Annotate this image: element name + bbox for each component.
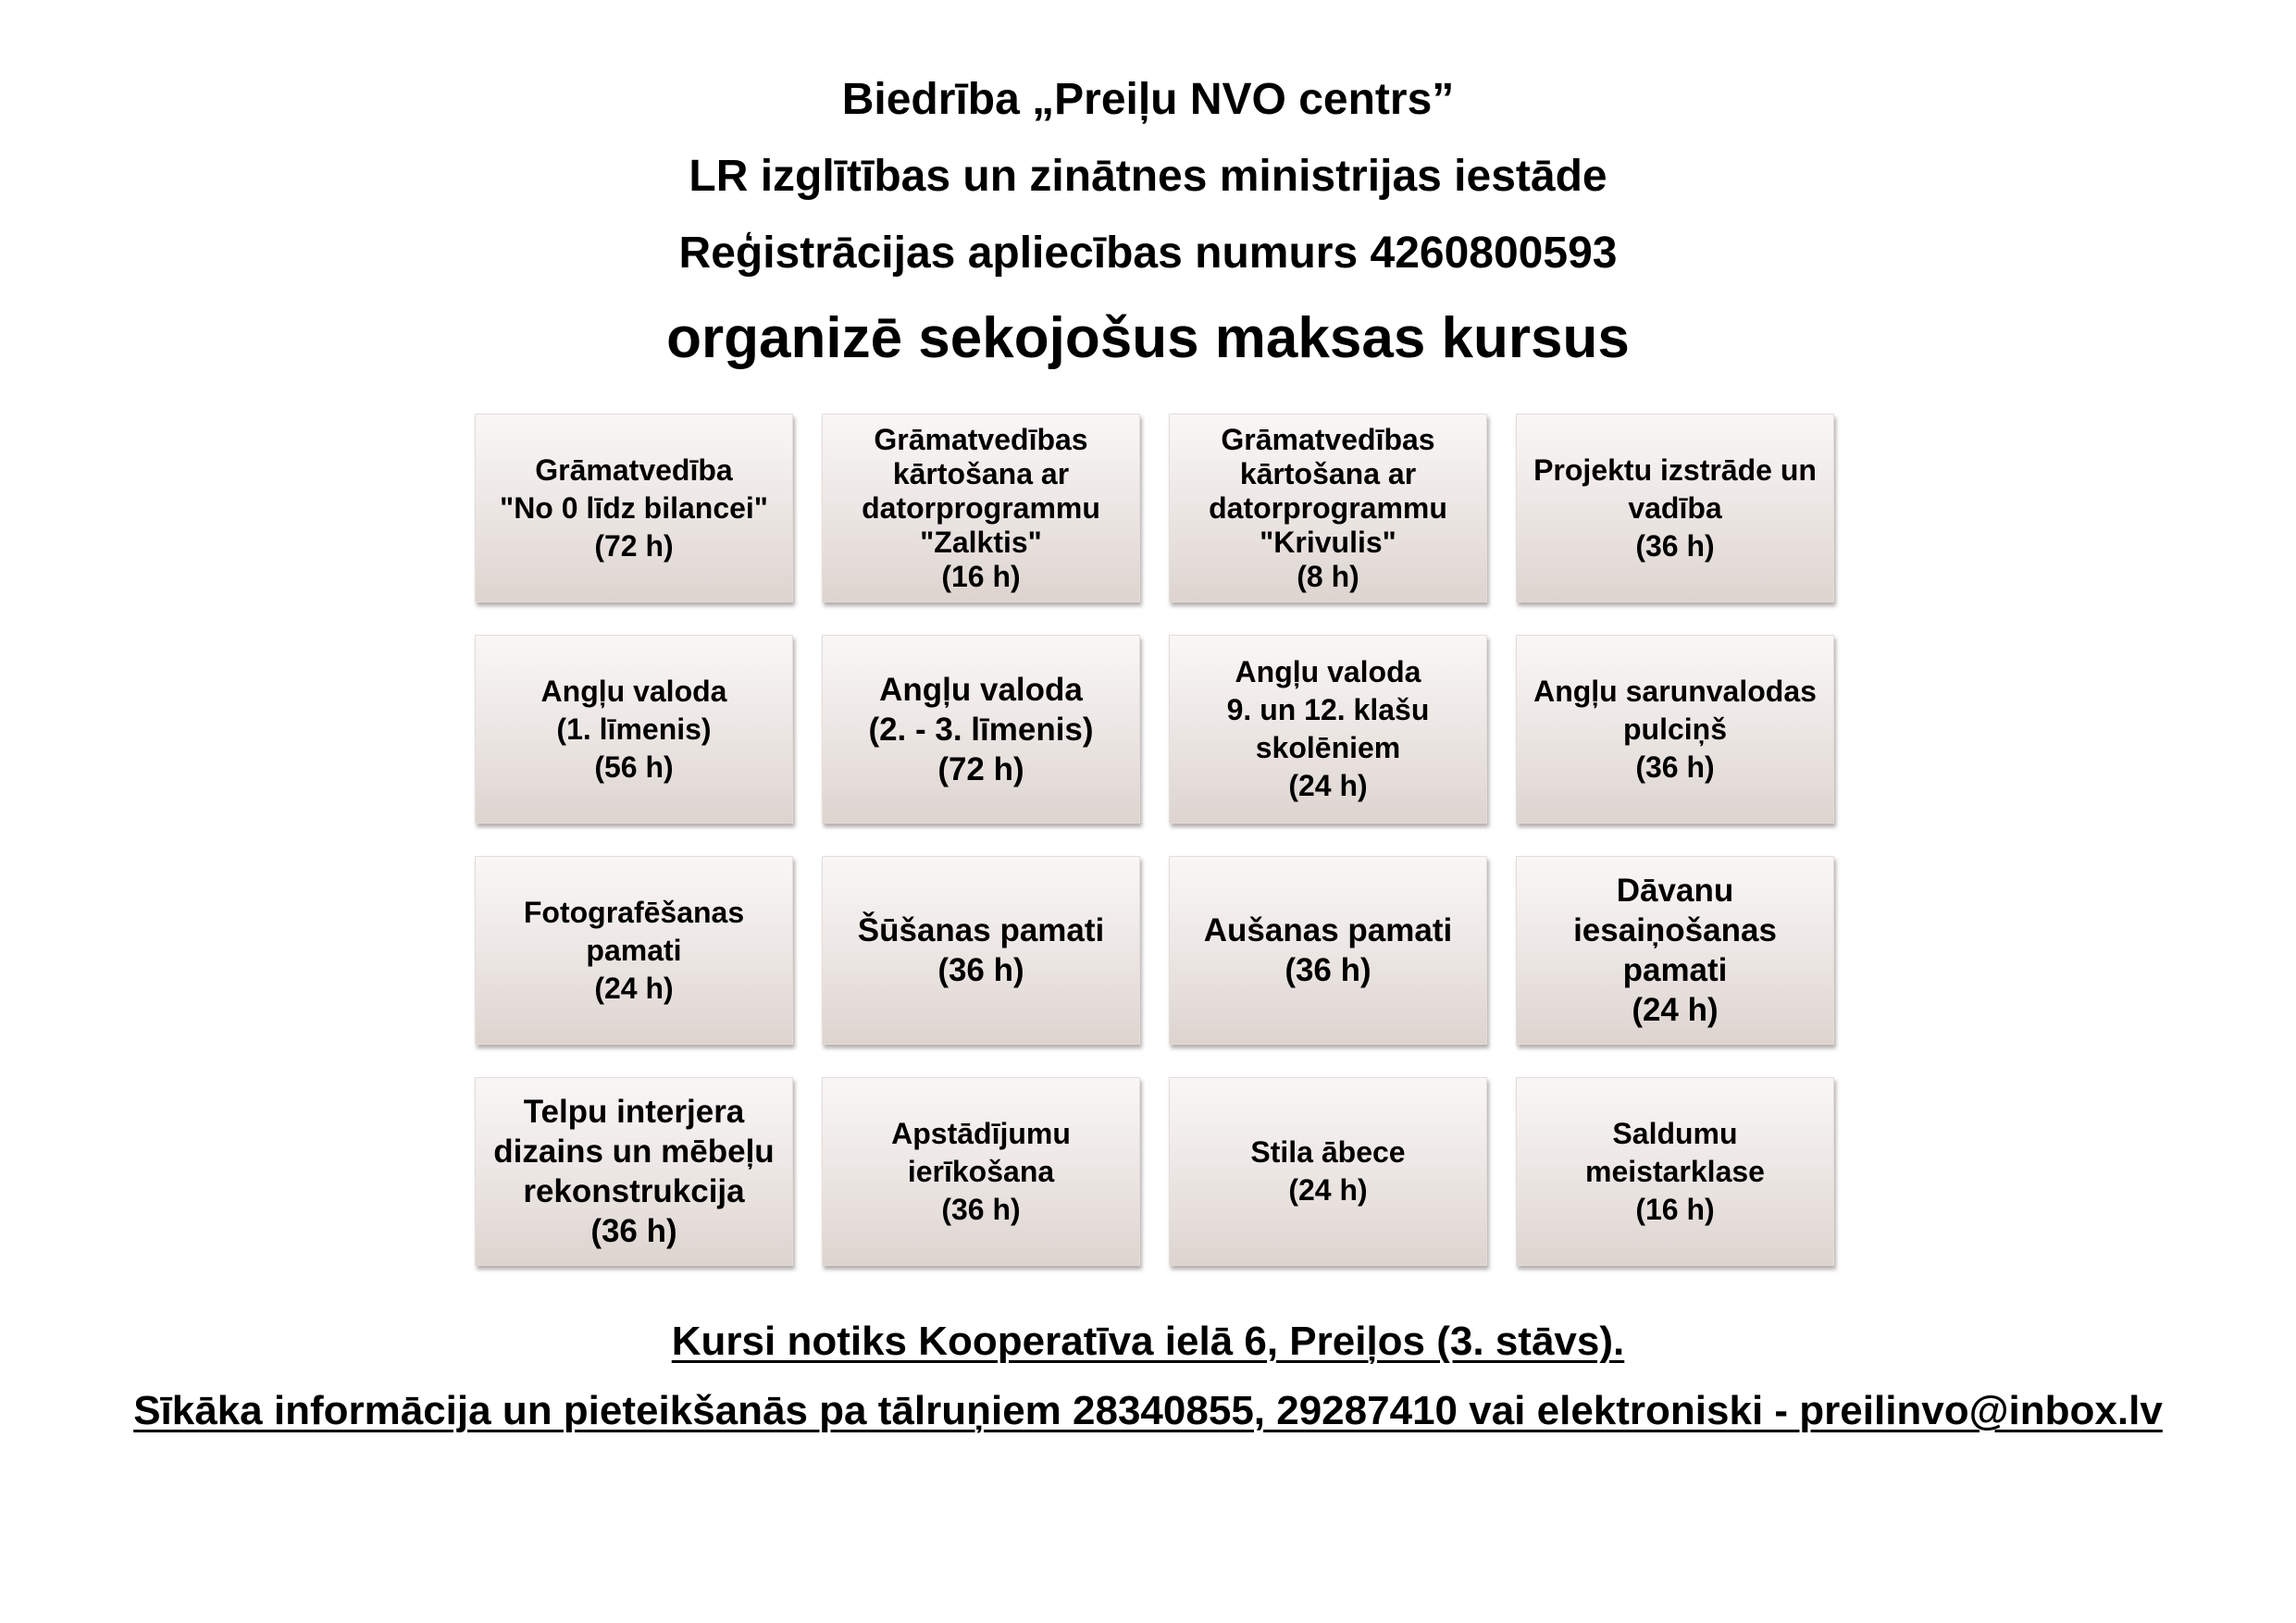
course-card [1516, 635, 1834, 824]
course-card [822, 856, 1140, 1045]
course-line: skolēniem [1255, 731, 1401, 764]
course-line: vadība [1628, 490, 1722, 525]
course-line: Angļu valoda [1235, 655, 1421, 688]
course-card [475, 1077, 793, 1266]
registration-number: Reģistrācijas apliecības numurs 4260800593 [678, 229, 1618, 278]
course-card [1516, 856, 1834, 1045]
course-line: "No 0 līdz bilancei" [500, 490, 768, 525]
course-line: "Krivulis" [1260, 525, 1396, 559]
course-line: pamati [586, 933, 682, 967]
course-line: Fotografēšanas [523, 895, 745, 929]
course-location [0, 1319, 2296, 1365]
course-card [822, 414, 1140, 602]
course-line: Telpu interjera [523, 1094, 745, 1130]
course-card [1516, 1077, 1834, 1266]
course-line: Grāmatvedības [1221, 422, 1435, 456]
course-line: (2. - 3. līmenis) [868, 711, 1094, 748]
course-line: Saldumu [1612, 1116, 1738, 1150]
contact-info [0, 1388, 2296, 1434]
course-line: ierīkošana [907, 1154, 1055, 1188]
course-line: dizains un mēbeļu [493, 1134, 775, 1170]
course-line: (36 h) [941, 1192, 1021, 1226]
course-card [822, 635, 1140, 824]
ministry-institution: LR izglītības un zinātnes ministrijas iestāde [689, 152, 1607, 201]
course-line: Angļu sarunvalodas [1533, 674, 1817, 708]
course-line: Dāvanu [1616, 873, 1734, 909]
course-card [1169, 414, 1487, 602]
course-line: meistarklase [1585, 1154, 1765, 1188]
course-line: (24 h) [1288, 769, 1368, 802]
course-line: Grāmatvedība [535, 452, 733, 487]
course-line: (72 h) [594, 528, 674, 563]
course-line: pulciņš [1622, 712, 1727, 746]
course-line: Angļu valoda [879, 671, 1083, 708]
course-line: rekonstrukcija [523, 1173, 745, 1209]
course-card [475, 635, 793, 824]
contact-info-text: Sīkāka informācija un pieteikšanās pa tālruņiem 28340855, 29287410 vai elektroniski - preilinvo@inbox.lv [133, 1388, 2163, 1433]
course-line: Stila ābece [1250, 1135, 1406, 1169]
course-card [475, 856, 793, 1045]
course-line: (8 h) [1297, 559, 1359, 593]
course-line: pamati [1622, 952, 1728, 988]
course-line: Apstādījumu [891, 1116, 1071, 1150]
course-location-text: Kursi notiks Kooperatīva ielā 6, Preiļos (3. stāvs). [671, 1319, 1625, 1364]
course-card [1516, 414, 1834, 602]
course-line: datorprogrammu [862, 490, 1100, 525]
course-line: kārtošana ar [1239, 456, 1417, 490]
course-line: (1. līmenis) [556, 712, 712, 746]
course-line: (36 h) [937, 952, 1024, 988]
course-line: datorprogrammu [1209, 490, 1447, 525]
course-card [1169, 635, 1487, 824]
course-card [475, 414, 793, 602]
course-line: (72 h) [937, 750, 1024, 787]
course-line: (24 h) [1632, 992, 1719, 1028]
course-line: (36 h) [1635, 528, 1715, 563]
page-title: organizē sekojošus maksas kursus [666, 306, 1630, 370]
course-line: 9. un 12. klašu [1226, 693, 1430, 726]
course-card [1169, 1077, 1487, 1266]
course-line: iesaiņošanas [1573, 912, 1777, 948]
course-line: (36 h) [1285, 952, 1371, 988]
course-line: kārtošana ar [892, 456, 1070, 490]
course-line: Grāmatvedības [874, 422, 1088, 456]
course-line: (24 h) [1288, 1173, 1368, 1207]
course-card [822, 1077, 1140, 1266]
course-line: Angļu valoda [540, 674, 727, 708]
course-line: "Zalktis" [920, 525, 1042, 559]
organization-name: Biedrība „Preiļu NVO centrs” [841, 75, 1455, 124]
course-line: (24 h) [594, 971, 674, 1005]
course-line: Šūšanas pamati [857, 912, 1105, 948]
course-line: (56 h) [594, 750, 674, 784]
course-line: (36 h) [1635, 750, 1715, 784]
course-line: Projektu izstrāde un [1533, 452, 1817, 487]
course-line: (36 h) [590, 1213, 677, 1249]
course-card [1169, 856, 1487, 1045]
course-line: Aušanas pamati [1203, 912, 1453, 948]
course-line: (16 h) [1635, 1192, 1715, 1226]
course-line: (16 h) [941, 559, 1021, 593]
